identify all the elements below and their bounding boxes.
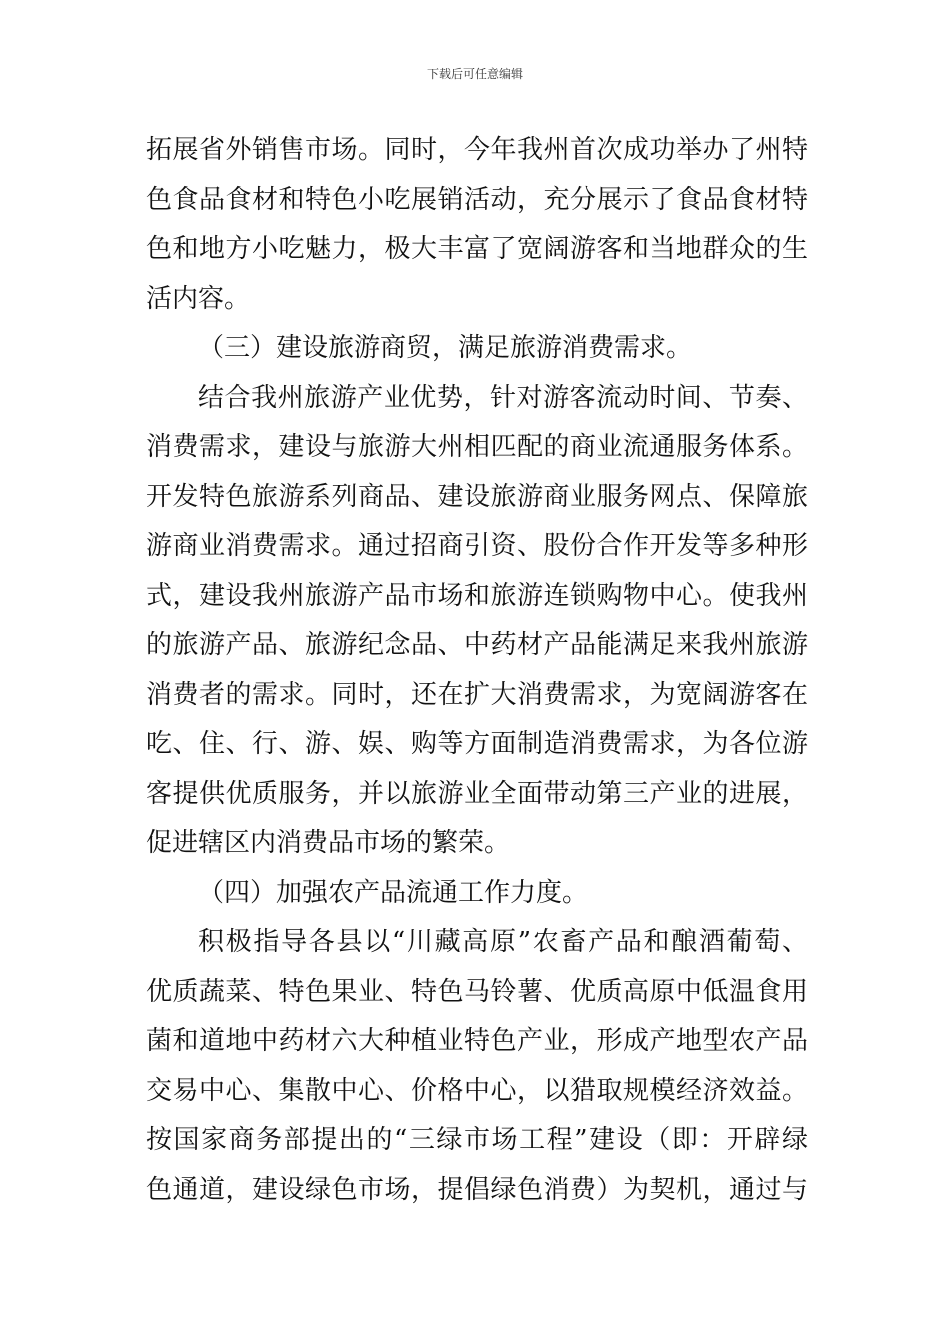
- document-body: [146, 126, 808, 1215]
- text-line: 按国家商务部提出的“三绿市场工程”建设（即：开辟绿: [146, 1125, 808, 1155]
- text-line: 色和地方小吃魅力，极大丰富了宽阔游客和当地群众的生: [146, 234, 808, 264]
- page-header: 下载后可任意编辑: [426, 67, 523, 81]
- text-line: 色食品食材和特色小吃展销活动，充分展示了食品食材特: [146, 184, 808, 215]
- text-line: 活内容。: [146, 283, 251, 314]
- text-line: 积极指导各县以“川藏高原”农畜产品和酿酒葡萄、: [198, 927, 808, 957]
- text-line: 促进辖区内消费品市场的繁荣。: [146, 828, 511, 858]
- text-line: 消费者的需求。同时，还在扩大消费需求，为宽阔游客在: [146, 679, 808, 710]
- text-line: 结合我州旅游产业优势，针对游客流动时间、节奏、: [198, 382, 808, 413]
- text-line: 游商业消费需求。通过招商引资、股份合作开发等多种形: [146, 531, 808, 561]
- text-line: 吃、住、行、游、娱、购等方面制造消费需求，为各位游: [146, 729, 808, 759]
- text-line: 式，建设我州旅游产品市场和旅游连锁购物中心。使我州: [146, 580, 808, 611]
- text-line: 优质蔬菜、特色果业、特色马铃薯、优质高原中低温食用: [146, 976, 808, 1007]
- text-line: 色通道，建设绿色市场，提倡绿色消费）为契机，通过与: [146, 1174, 808, 1205]
- section-heading: （四）加强农产品流通工作力度。: [198, 877, 589, 908]
- text-line: 客提供优质服务，并以旅游业全面带动第三产业的进展，: [146, 778, 808, 809]
- section-heading: （三）建设旅游商贸，满足旅游消费需求。: [198, 333, 693, 363]
- text-line: 的旅游产品、旅游纪念品、中药材产品能满足来我州旅游: [146, 630, 808, 660]
- text-line: 消费需求，建设与旅游大州相匹配的商业流通服务体系。: [146, 432, 808, 462]
- text-line: 拓展省外销售市场。同时，今年我州首次成功举办了州特: [146, 135, 808, 165]
- text-line: 开发特色旅游系列商品、建设旅游商业服务网点、保障旅: [146, 481, 808, 512]
- text-line: 菌和道地中药材六大种植业特色产业，形成产地型农产品: [146, 1026, 808, 1056]
- text-line: 交易中心、集散中心、价格中心，以猎取规模经济效益。: [146, 1075, 808, 1106]
